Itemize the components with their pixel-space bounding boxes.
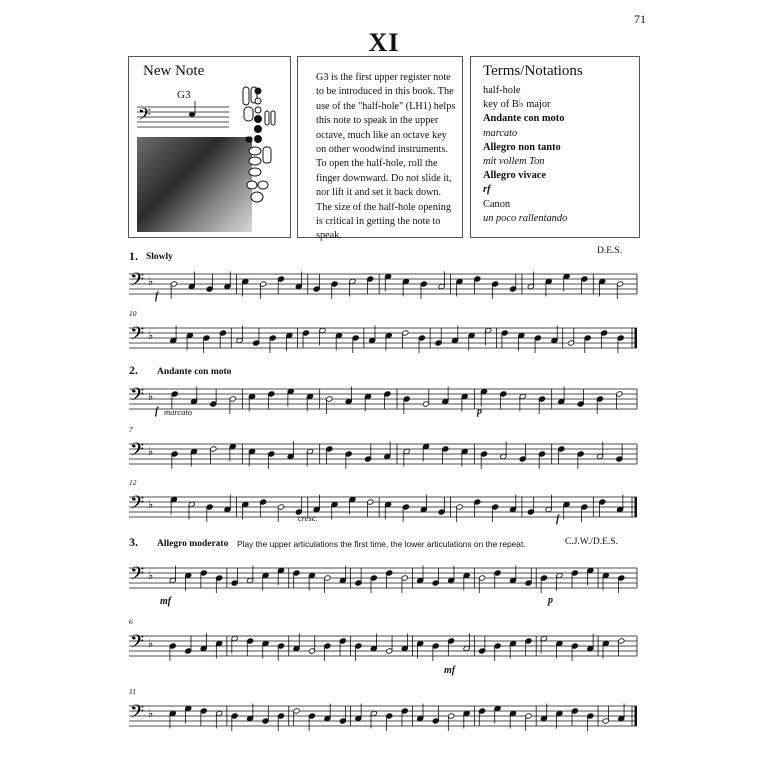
bass-clef-icon: 𝄢 <box>130 440 145 465</box>
dynamic-marking: f <box>155 406 159 417</box>
measure-number: 12 <box>129 478 137 487</box>
bass-clef-icon: 𝄢 <box>130 493 145 518</box>
bass-clef-icon: 𝄢 <box>130 632 145 657</box>
term-item: Allegro non tanto <box>483 141 561 153</box>
flat-icon: ♭ <box>148 637 154 650</box>
dynamic-marking: f <box>155 291 159 302</box>
exercise-number: 3. <box>129 535 138 549</box>
term-item: key of B♭ major <box>483 99 551 111</box>
measure-number: 7 <box>129 425 133 434</box>
bass-clef-icon: 𝄢 <box>130 270 145 295</box>
term-item: Andante con moto <box>483 113 565 125</box>
tempo-marking: Andante con moto <box>157 367 232 377</box>
new-note-heading: New Note <box>143 63 205 79</box>
terms-list <box>483 84 567 226</box>
music-staff <box>129 694 640 736</box>
dynamic-marking: mf <box>160 596 172 607</box>
term-item: Canon <box>483 198 511 210</box>
terms-box <box>470 56 640 238</box>
measure-number: 10 <box>129 309 137 318</box>
bass-clef-icon: 𝄢 <box>130 702 145 727</box>
new-note-box <box>128 56 291 238</box>
hand-photo <box>137 137 252 232</box>
lesson-title: XI <box>368 28 400 57</box>
terms-heading: Terms/Notations <box>483 63 583 79</box>
tempo-marking: Slowly <box>146 252 173 262</box>
dynamic-marking: f <box>556 514 560 525</box>
bass-clef-icon: 𝄢 <box>130 564 145 589</box>
music-staff <box>129 485 640 527</box>
music-staff <box>129 377 640 419</box>
flat-icon: ♭ <box>148 329 154 342</box>
music-staff <box>129 624 640 666</box>
flat-icon: ♭ <box>148 498 154 511</box>
dynamic-marking: p <box>548 595 553 606</box>
flat-icon: ♭ <box>148 390 154 403</box>
music-staff <box>129 556 640 598</box>
bass-clef-icon: 𝄢 <box>138 104 151 128</box>
fingering-chart-icon <box>241 83 281 218</box>
tempo-marking: Allegro moderato <box>157 539 229 549</box>
flat-icon: ♭ <box>148 569 154 582</box>
flat-icon: ♭ <box>148 707 154 720</box>
new-note-staff <box>137 101 232 141</box>
music-staff <box>129 316 640 358</box>
composer-credit: D.E.S. <box>597 246 623 256</box>
dynamic-marking: mf <box>444 665 456 676</box>
term-item: half-hole <box>483 85 521 96</box>
term-item: mit vollem Ton <box>483 156 545 168</box>
measure-number: 11 <box>129 687 136 696</box>
explanation-box <box>297 56 463 242</box>
flat-icon: ♭ <box>148 445 154 458</box>
dynamic-marking: p <box>477 406 482 417</box>
page-number: 71 <box>634 12 646 26</box>
flat-icon: ♭ <box>148 275 154 288</box>
exercise-number: 2. <box>129 363 138 377</box>
expression-text: marcato <box>164 407 193 417</box>
note-head <box>189 112 195 117</box>
explanation-text: G3 is the first upper register note to be introduced in this book. The use of the "half-hole" (LH1) helps this note to speak in the upper octave, much like an octave key on other woodwind instruments. To open the half-hole, roll the finger downward. Do not slide it, nor lift it and set it back down. The size of the half-hole opening is critical in getting the note to speak. <box>316 72 456 242</box>
music-staff <box>129 432 640 474</box>
term-item: marcato <box>483 127 518 139</box>
note-name: G3 <box>177 89 191 101</box>
measure-number: 6 <box>129 617 133 626</box>
composer-credit: C.J.W./D.E.S. <box>565 537 618 547</box>
expression-text: cresc. <box>298 513 318 523</box>
bass-clef-icon: 𝄢 <box>130 385 145 410</box>
term-item: un poco rallentando <box>483 212 568 224</box>
performance-instruction: Play the upper articulations the first time, the lower articulations on the repeat. <box>237 539 526 549</box>
bass-clef-icon: 𝄢 <box>130 324 145 349</box>
term-item: Allegro vivace <box>483 170 546 182</box>
exercise-number: 1. <box>129 249 138 263</box>
music-staff <box>129 262 640 304</box>
term-item: rf <box>483 184 491 196</box>
